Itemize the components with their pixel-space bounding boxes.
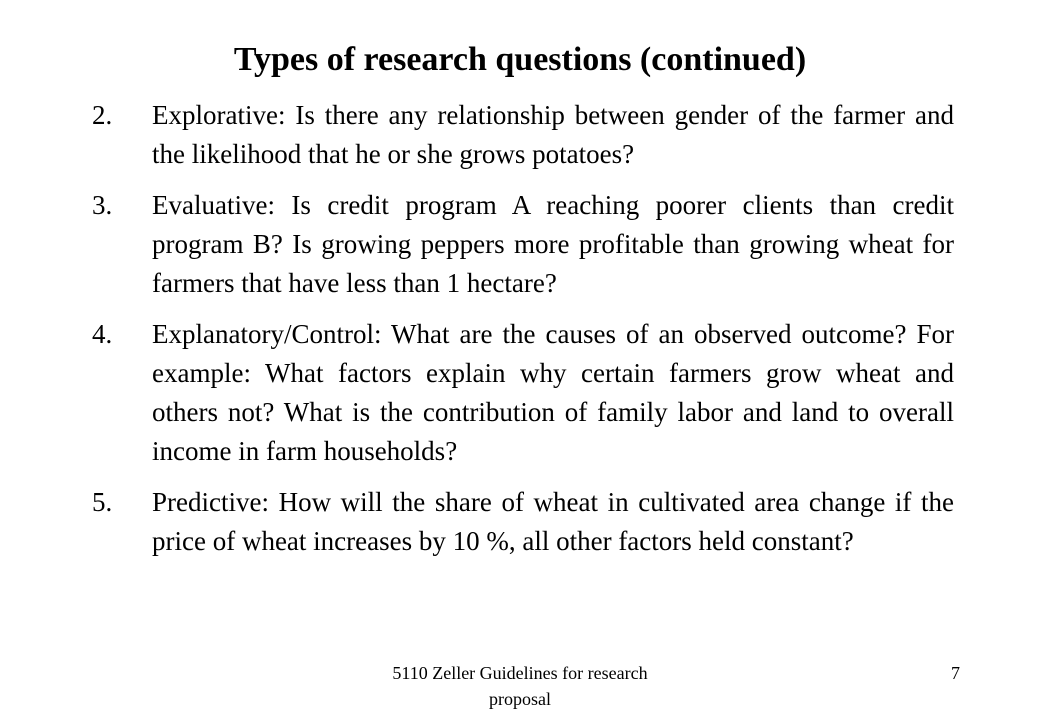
item-text: Explorative: Is there any relationship between gender of the farmer and the likelihood that he or she grows potatoes? [152,100,954,169]
item-number: 3. [92,190,113,220]
research-question-list [92,96,954,573]
list-item [92,315,954,471]
item-number: 4. [92,319,113,349]
page-number: 7 [951,663,960,683]
item-text: Evaluative: Is credit program A reaching poorer clients than credit program B? Is growing peppers more profitable than growing wheat for farmers that have less than 1 hectare? [152,190,954,298]
footer-source: 5110 Zeller Guidelines for research proposal [392,663,648,709]
list-item [92,483,954,561]
item-number: 5. [92,487,113,517]
item-text: Predictive: How will the share of wheat in cultivated area change if the price of wheat increases by 10 %, all other factors held constant? [152,487,954,556]
list-item [92,186,954,303]
item-text: Explanatory/Control: What are the causes of an observed outcome? For example: What factors explain why certain farmers grow wheat and others not? What is the contribution of family labor and land to overall income in farm households? [152,319,954,466]
list-item [92,96,954,174]
item-number: 2. [92,100,113,130]
slide-title: Types of research questions (continued) [233,41,807,78]
